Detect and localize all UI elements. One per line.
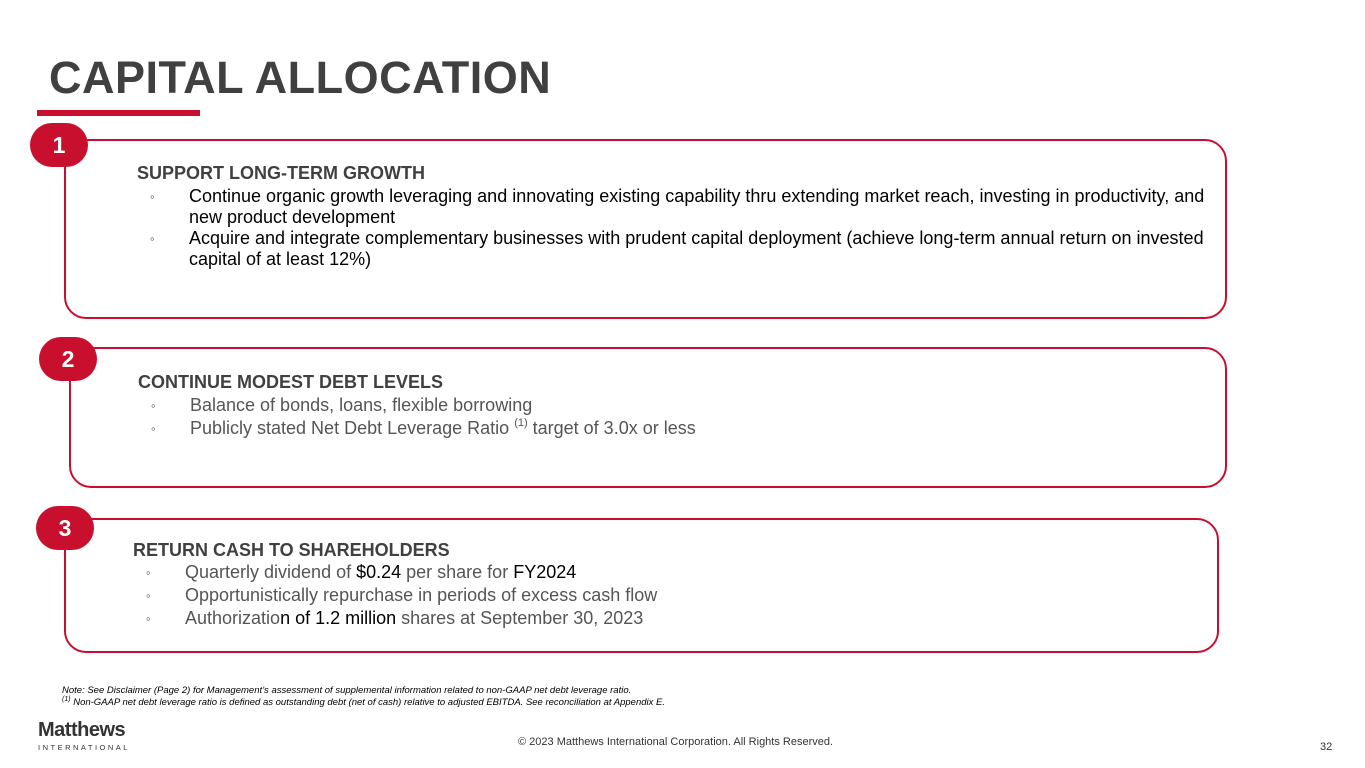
page-title: CAPITAL ALLOCATION: [49, 52, 552, 103]
section-2-bullet-list: [138, 394, 1188, 440]
matthews-logo: [38, 720, 130, 752]
note-line-1: Note: See Disclaimer (Page 2) for Management’s assessment of supplemental information related to non-GAAP net debt leverage ratio.: [62, 685, 632, 696]
bullet-icon: ◦: [146, 588, 151, 603]
bullet-icon: ◦: [150, 189, 155, 204]
list-item: ◦ Opportunistically repurchase in periods of excess cash flow: [146, 585, 658, 605]
list-item: ◦ Authorization of 1.2 million shares at September 30, 2023: [146, 608, 644, 628]
footnotes: [62, 685, 665, 709]
section-1-heading: SUPPORT LONG-TERM GROWTH: [137, 163, 425, 183]
bullet-icon: ◦: [146, 565, 151, 580]
list-item: ◦ Quarterly dividend of $0.24 per share for FY2024: [146, 562, 577, 582]
section-3-badge: 3: [36, 506, 94, 550]
logo-subtext: INTERNATIONAL: [38, 743, 130, 752]
list-item: ◦ Publicly stated Net Debt Leverage Ratio $^{(1)}$ target of 3.0x or less: [151, 417, 696, 438]
note-line-2: $^{(1)}$ Non-GAAP net debt leverage ratio is defined as outstanding debt (net of cash) relative to adjusted EBITDA. See reconciliation at Appendix E.: [62, 696, 666, 708]
list-item: ◦ Continue organic growth leveraging and innovating existing capability thru extending market reach, investing in productivity, and new product development: [150, 186, 1205, 227]
footnote-marker: (1): [514, 417, 528, 429]
bullet-icon: ◦: [146, 611, 151, 626]
bullet-icon: ◦: [151, 421, 156, 436]
list-item: ◦ Balance of bonds, loans, flexible borrowing: [151, 395, 533, 415]
bullet-icon: ◦: [151, 398, 156, 413]
section-2-badge: 2: [39, 337, 97, 381]
section-2-heading: CONTINUE MODEST DEBT LEVELS: [138, 372, 444, 392]
list-item: ◦ Acquire and integrate complementary businesses with prudent capital deployment (achieve long-term annual return on invested capital of at least 12%): [150, 228, 1204, 269]
page-number: 32: [1320, 741, 1333, 753]
copyright-text: © 2023 Matthews International Corporation. All Rights Reserved.: [518, 736, 834, 748]
section-1-bullet-list: [137, 186, 1217, 270]
section-3-bullet-list: [133, 561, 1183, 630]
title-underline: [37, 110, 200, 116]
bullet-icon: ◦: [150, 231, 155, 246]
logo-wordmark: Matthews: [38, 719, 126, 741]
section-1-badge: 1: [30, 123, 88, 167]
section-3-heading: RETURN CASH TO SHAREHOLDERS: [133, 540, 450, 560]
